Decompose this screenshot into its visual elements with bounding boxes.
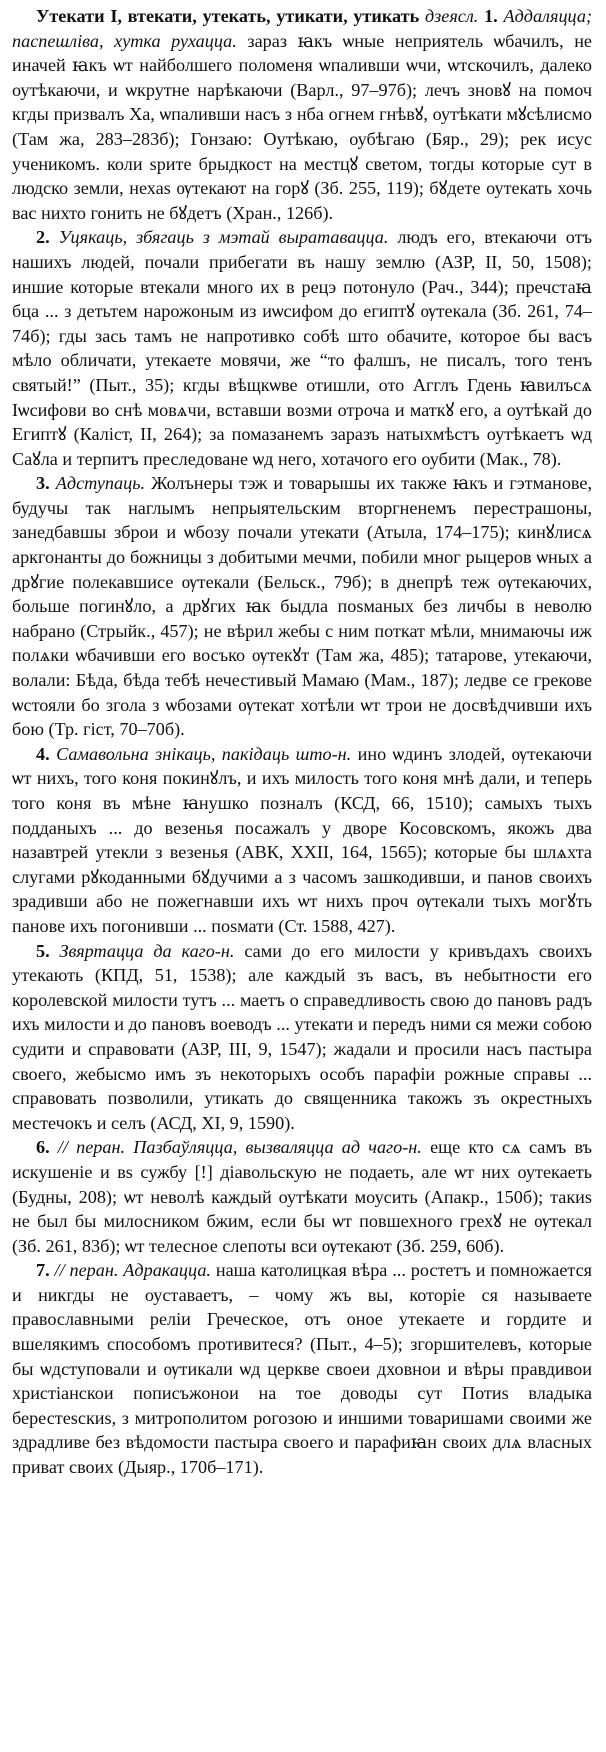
sense-citations: наша католицкая вѣра ... ростетъ и помножается и никгды не оуставаетъ, – чому жъ вы, которіе ся называете православными реліи Греческое, отъ оное утекаете и гордите и вшелякимъ способомъ противитеся? (Пыт., 4–5); згоршителевъ, которые бы ѡдступовали и ѹтикали ѡд церкве своеи дховнои и вѣры правдивои христіанскои пописъжонои на тое доводы сут Потиѕ владыка берестеѕскиѕ, з митрополитом рогозою и иншими товаришами своими же здрадливе без вѣдомости пастыра своего и парафиꙗн своих длѧ власных приват своих (Дыяр., 170б–171). <box>12 1260 593 1478</box>
sense-gloss: Адступаць. <box>55 473 146 494</box>
sense-citations: ино ѡдинъ злодей, ѹтекаючи ѡт нихъ, того коня покинꙋлъ, и ихъ милость того коня мнѣ дали, и теперь того коня въ мѣне ꙗнушко позналъ (КСД, 66, 1510); самыхъ тыхъ подданыхъ ... до везенья посажалъ у дворе Косовскомъ, якожъ два назавтрей утекли з везенья (АВК, XXII, 164, 1565); которые бы шлѧхта слугами рꙋкоданными бꙋдучими а з часомъ зашкодивши, и панов своихъ зрадивши або не пожегнавши ихъ ѡт нихъ проч ѹтекали тыхъ могꙋть панове ихъ погонивши ... поѕмати (Ст. 1588, 427). <box>12 743 592 936</box>
sense-3 <box>12 471 592 742</box>
part-of-speech: дзеясл. <box>424 6 479 26</box>
sense-number: 1. <box>484 6 498 26</box>
sense-number: 7. <box>36 1260 50 1281</box>
sense-number: 2. <box>36 227 50 248</box>
sense-citations: зараз ꙗкъ ѡные неприятель ѡбачилъ, не иначей ꙗкъ ѡт найболшего поломеня ѡпаливши ѡчи, ѡтскочилъ, далеко оутѣкаючи, и ѡкрутне нарѣкаючи (Варл., 97–97б); лечъ зновꙋ на помоч кгды призвалъ Ха, ѡпаливши насъ з нба огнем гнѣвꙋ, оутѣкати мꙋсѣлисмо (Там жа, 283–283б); Гонзаю: Оутѣкаю, оубѣгаю (Бяр., 29); рек исус ученикомъ. коли ѕрите брыдкост на местцꙋ светом, тогды которые сут в людско земли, нехаѕ ѹтекают на горꙋ (Зб. 255, 119); бꙋдете оутекать хочь вас нихто гонить не бꙋдетъ (Хран., 126б). <box>12 30 592 223</box>
sense-6 <box>12 1135 592 1258</box>
sense-citations: Жолънеры тэж и товарышы их также ꙗкъ и гэтманове, будучы так наглымъ непрыятельским вторгненемъ перестрашоны, занедбавшы зброи и ѡбозу почали утекати (Атыла, 174–175); кинꙋлисѧ аркгонанты до божницы з добитыми мечми, побили мног рыцеров ѡных а дрꙋгие полекавшисе ѹтекали (Бельск., 79б); в днепрѣ теж ѹтекаючих, больше погинꙋло, а дрꙋгих ꙗк быдла поѕманых без личбы в неволю набрано (Стрыйк., 457); не вѣрил жебы с ним поткат мѣли, мнимаючы иж полѧки ѡбачивши его восъко ѹтекꙋт (Там жа, 485); татарове, утекаючи, волали: Бѣда, бѣда тебѣ нечестивый Мамаю (Мам., 187); ледве се грекове ѡстояли бо зголa з ѡбозами ѹтекат хотѣли ѡт трои не досвѣдчивши ихъ бою (Тр. гіст, 70–70б). <box>12 473 593 740</box>
sense-number: 6. <box>36 1137 50 1158</box>
sense-4 <box>12 742 592 939</box>
sense-gloss: // перан. Адракацца. <box>54 1260 211 1281</box>
sense-gloss: Звяртацца да каго-н. <box>59 940 235 961</box>
sense-number: 4. <box>36 743 50 764</box>
sense-citations: людъ его, втекаючи отъ нашихъ людей, почали прибегати въ нашу землю (АЗР, II, 50, 1508); иншие которые втекали много их в рецэ потонуло (Рач., 344); пречстаꙗ бца ... з детьтем нарожоным из иѡсифом до египтꙋ ѹтекала (Зб. 261, 74–74б); гды зась тамъ не напротивко собѣ што обачите, которое бы васъ мѣло обличати, утекаете мовячи, же “то фалшъ, не писалъ, того тенъ святый!” (Пыт., 35); кгды вѣщкѡве отишли, ото Агглъ Гдень ꙗвилъсѧ Іѡсифови во снѣ мовѧчи, вставши возми отроча и маткꙋ его, а оутѣкай до Египтꙋ (Каліст, II, 264); за помазанемъ заразъ натыхмѣстъ оутѣкаетъ ѡд Саꙋла и терпитъ преследоване ѡд него, хотачого его оубити (Мак., 78). <box>12 227 592 469</box>
sense-2 <box>12 225 592 471</box>
sense-number: 3. <box>36 473 50 494</box>
sense-5 <box>12 939 592 1136</box>
sense-gloss: Самавольна знікаць, пакідаць што-н. <box>56 743 352 764</box>
sense-7 <box>12 1258 592 1479</box>
headword: Утекати I, втекати, утекать, утикати, утикать <box>36 6 420 26</box>
sense-citations: еще кто сѧ самъ въ искушеніе и вѕ сужбу [!] діавольскую не подаеть, але ѡт них оутекаеть (Будны, 208); ѡт неволѣ каждый оутѣкати моусить (Апакр., 150б); такиѕ не был бы милосником бжим, если бы ѡт повшехного грехꙋ не ѹтекал (Зб. 261, 83б); ѡт телесное слепоты вси ѹтекают (Зб. 259, 60б). <box>12 1137 593 1256</box>
sense-gloss: Уцякаць, збягаць з мэтай выратавацца. <box>58 227 389 248</box>
sense-citations: сами до его милости у кривъдахъ своихъ утекають (КПД, 51, 1538); але каждый зъ васъ, въ небытности его королевской милости тутъ ... маетъ о справедливость свою до пановъ радъ ихъ милости и до пановъ воеводъ ... утекати и передъ ними ся межи собою судити и справовати (АЗР, III, 9, 1547); жадали и просили насъ пастыра своего, жебысмо имъ зъ некоторыхъ особъ парафіи рожные справы ... справовать позволили, утикать до священника такожъ зъ окрестныхъ местечокъ и селъ (АСД, XI, 9, 1590). <box>12 940 593 1133</box>
entry-header <box>12 4 592 225</box>
sense-gloss: Аддаляцца; паспешліва, хутка рухацца. <box>12 6 593 51</box>
sense-number: 5. <box>36 940 50 961</box>
sense-gloss: // перан. Пазбаўляцца, вызваляцца ад чаго-н. <box>57 1137 422 1158</box>
